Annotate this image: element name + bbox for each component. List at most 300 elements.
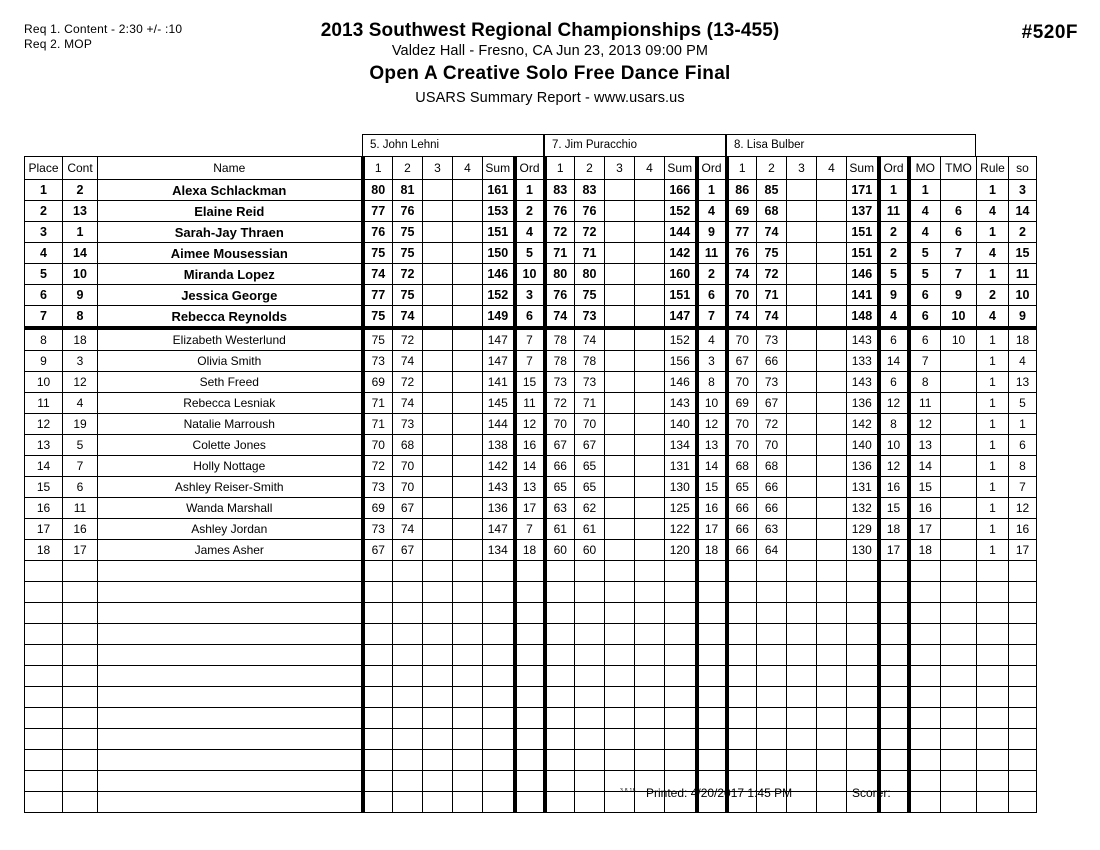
cell-empty xyxy=(879,582,909,603)
cell-j2-score2: 61 xyxy=(575,519,605,540)
table-row-empty[interactable] xyxy=(25,582,1037,603)
cell-so: 11 xyxy=(1009,264,1037,285)
document-number: #520F xyxy=(1021,22,1078,43)
header-j1-score4: 4 xyxy=(453,157,483,180)
cell-j1-score3 xyxy=(423,540,453,561)
cell-mo: 5 xyxy=(909,243,941,264)
cell-j1-score2: 76 xyxy=(393,201,423,222)
cell-j3-score3 xyxy=(787,328,817,351)
cell-empty xyxy=(697,708,727,729)
cell-j3-score2: 66 xyxy=(757,351,787,372)
cell-j3-score1: 70 xyxy=(727,372,757,393)
cell-j2-ord: 8 xyxy=(697,372,727,393)
cell-empty xyxy=(727,729,757,750)
cell-empty xyxy=(483,666,515,687)
cell-j3-score1: 86 xyxy=(727,180,757,201)
cell-j3-score1: 70 xyxy=(727,328,757,351)
cell-empty xyxy=(665,750,697,771)
cell-empty xyxy=(665,561,697,582)
cell-j3-score3 xyxy=(787,393,817,414)
cell-empty xyxy=(393,645,423,666)
cell-j3-sum: 129 xyxy=(847,519,879,540)
cell-mo: 6 xyxy=(909,306,941,329)
table-row[interactable] xyxy=(25,456,1037,477)
cell-empty xyxy=(483,687,515,708)
cell-empty xyxy=(977,561,1009,582)
cell-j3-sum: 151 xyxy=(847,222,879,243)
cell-j3-score3 xyxy=(787,201,817,222)
cell-empty xyxy=(393,687,423,708)
cell-j3-ord: 2 xyxy=(879,222,909,243)
cell-j3-sum: 143 xyxy=(847,372,879,393)
cell-empty xyxy=(941,603,977,624)
cell-j2-score1: 80 xyxy=(545,264,575,285)
cell-j3-score4 xyxy=(817,498,847,519)
cell-j2-score2: 70 xyxy=(575,414,605,435)
cell-j2-score4 xyxy=(635,498,665,519)
cell-j2-sum: 134 xyxy=(665,435,697,456)
cell-empty xyxy=(977,687,1009,708)
cell-j1-sum: 143 xyxy=(483,477,515,498)
table-row[interactable] xyxy=(25,222,1037,243)
cell-rule: 1 xyxy=(977,414,1009,435)
cell-j2-score3 xyxy=(605,285,635,306)
cell-j1-ord: 4 xyxy=(515,222,545,243)
cell-j1-ord: 18 xyxy=(515,540,545,561)
cell-j1-score2: 74 xyxy=(393,519,423,540)
cell-j3-score4 xyxy=(817,351,847,372)
table-row-empty[interactable] xyxy=(25,645,1037,666)
cell-rule: 1 xyxy=(977,498,1009,519)
cell-cont: 3 xyxy=(63,351,98,372)
cell-empty xyxy=(977,624,1009,645)
cell-name: Ashley Jordan xyxy=(98,519,363,540)
cell-place: 13 xyxy=(25,435,63,456)
cell-j3-score1: 68 xyxy=(727,456,757,477)
cell-empty xyxy=(847,687,879,708)
table-row[interactable] xyxy=(25,477,1037,498)
header-j2-score2: 2 xyxy=(575,157,605,180)
cell-j3-score1: 77 xyxy=(727,222,757,243)
cell-empty xyxy=(393,603,423,624)
cell-j3-score2: 71 xyxy=(757,285,787,306)
cell-j1-score1: 71 xyxy=(363,393,393,414)
cell-empty xyxy=(63,687,98,708)
cell-j2-score1: 78 xyxy=(545,328,575,351)
table-row[interactable] xyxy=(25,372,1037,393)
cell-j1-score1: 75 xyxy=(363,328,393,351)
cell-empty xyxy=(941,561,977,582)
table-row[interactable] xyxy=(25,264,1037,285)
cell-empty xyxy=(575,645,605,666)
cell-mo: 6 xyxy=(909,285,941,306)
cell-rule: 1 xyxy=(977,328,1009,351)
cell-j2-score1: 73 xyxy=(545,372,575,393)
cell-j1-score2: 75 xyxy=(393,222,423,243)
table-row-empty[interactable] xyxy=(25,750,1037,771)
cell-empty xyxy=(453,666,483,687)
cell-mo: 11 xyxy=(909,393,941,414)
table-row-empty[interactable] xyxy=(25,708,1037,729)
cell-j3-score1: 70 xyxy=(727,414,757,435)
cell-cont: 14 xyxy=(63,243,98,264)
cell-j3-ord: 6 xyxy=(879,372,909,393)
cell-j1-sum: 141 xyxy=(483,372,515,393)
cell-cont: 6 xyxy=(63,477,98,498)
cell-j3-score2: 73 xyxy=(757,328,787,351)
cell-j3-ord: 8 xyxy=(879,414,909,435)
cell-j2-score1: 66 xyxy=(545,456,575,477)
cell-empty xyxy=(757,729,787,750)
cell-empty xyxy=(941,687,977,708)
cell-j3-score1: 66 xyxy=(727,519,757,540)
cell-tmo: 6 xyxy=(941,201,977,222)
table-row[interactable] xyxy=(25,435,1037,456)
cell-j2-score2: 67 xyxy=(575,435,605,456)
cell-empty xyxy=(1009,750,1037,771)
cell-j3-score4 xyxy=(817,372,847,393)
cell-so: 18 xyxy=(1009,328,1037,351)
cell-j1-score4 xyxy=(453,372,483,393)
cell-j2-score1: 74 xyxy=(545,306,575,329)
cell-empty xyxy=(363,729,393,750)
cell-tmo: 7 xyxy=(941,264,977,285)
cell-j1-sum: 147 xyxy=(483,519,515,540)
cell-cont: 5 xyxy=(63,435,98,456)
cell-j2-ord: 7 xyxy=(697,306,727,329)
header-j2-score4: 4 xyxy=(635,157,665,180)
cell-tmo xyxy=(941,393,977,414)
cell-empty xyxy=(363,666,393,687)
cell-tmo xyxy=(941,456,977,477)
cell-so: 6 xyxy=(1009,435,1037,456)
cell-j1-score4 xyxy=(453,498,483,519)
cell-j2-sum: 142 xyxy=(665,243,697,264)
cell-empty xyxy=(515,624,545,645)
cell-empty xyxy=(63,708,98,729)
cell-place: 15 xyxy=(25,477,63,498)
cell-j3-ord: 6 xyxy=(879,328,909,351)
cell-j2-score3 xyxy=(605,456,635,477)
cell-j1-score2: 74 xyxy=(393,306,423,329)
cell-empty xyxy=(453,750,483,771)
table-row[interactable] xyxy=(25,180,1037,201)
cell-empty xyxy=(727,666,757,687)
cell-j1-score3 xyxy=(423,456,453,477)
header-j2-ord: Ord xyxy=(697,157,727,180)
cell-j1-score1: 70 xyxy=(363,435,393,456)
cell-empty xyxy=(453,603,483,624)
cell-mo: 15 xyxy=(909,477,941,498)
cell-j1-sum: 134 xyxy=(483,540,515,561)
cell-empty xyxy=(977,645,1009,666)
cell-so: 3 xyxy=(1009,180,1037,201)
cell-empty xyxy=(1009,645,1037,666)
cell-j1-score2: 72 xyxy=(393,264,423,285)
cell-j1-score1: 77 xyxy=(363,201,393,222)
table-row[interactable] xyxy=(25,351,1037,372)
cell-empty xyxy=(98,603,363,624)
cell-j1-score2: 67 xyxy=(393,498,423,519)
table-row[interactable] xyxy=(25,519,1037,540)
cell-name: Elizabeth Westerlund xyxy=(98,328,363,351)
cell-empty xyxy=(977,603,1009,624)
header-j1-score3: 3 xyxy=(423,157,453,180)
cell-empty xyxy=(98,750,363,771)
cell-empty xyxy=(515,582,545,603)
cell-j2-score4 xyxy=(635,285,665,306)
cell-j3-score3 xyxy=(787,222,817,243)
cell-j1-ord: 7 xyxy=(515,328,545,351)
cell-j2-score2: 83 xyxy=(575,180,605,201)
cell-empty xyxy=(98,582,363,603)
cell-empty xyxy=(483,708,515,729)
cell-j3-sum: 142 xyxy=(847,414,879,435)
table-row-empty[interactable] xyxy=(25,729,1037,750)
cell-empty xyxy=(453,624,483,645)
cell-j3-score2: 68 xyxy=(757,456,787,477)
cell-j1-ord: 11 xyxy=(515,393,545,414)
cell-empty xyxy=(909,666,941,687)
cell-j2-score2: 71 xyxy=(575,393,605,414)
cell-name: James Asher xyxy=(98,540,363,561)
cell-empty xyxy=(605,561,635,582)
cell-mo: 13 xyxy=(909,435,941,456)
cell-j2-score1: 63 xyxy=(545,498,575,519)
cell-empty xyxy=(1009,603,1037,624)
cell-so: 1 xyxy=(1009,414,1037,435)
cell-empty xyxy=(665,729,697,750)
cell-j3-sum: 130 xyxy=(847,540,879,561)
cell-so: 16 xyxy=(1009,519,1037,540)
cell-empty xyxy=(879,729,909,750)
cell-j1-score4 xyxy=(453,393,483,414)
cell-empty xyxy=(697,582,727,603)
table-row[interactable] xyxy=(25,498,1037,519)
cell-j1-sum: 149 xyxy=(483,306,515,329)
requirement-line-1: Req 1. Content - 2:30 +/- :10 xyxy=(24,22,183,36)
cell-j2-ord: 1 xyxy=(697,180,727,201)
cell-j3-ord: 9 xyxy=(879,285,909,306)
cell-place: 2 xyxy=(25,201,63,222)
header-place: Place xyxy=(25,157,63,180)
cell-name: Holly Nottage xyxy=(98,456,363,477)
cell-empty xyxy=(879,624,909,645)
event-title: Open A Creative Solo Free Dance Final xyxy=(369,63,731,84)
cell-j3-score2: 72 xyxy=(757,264,787,285)
cell-j1-score4 xyxy=(453,285,483,306)
cell-empty xyxy=(605,666,635,687)
cell-j1-score3 xyxy=(423,306,453,329)
cell-name: Aimee Mousessian xyxy=(98,243,363,264)
cell-so: 15 xyxy=(1009,243,1037,264)
table-row-empty[interactable] xyxy=(25,603,1037,624)
cell-empty xyxy=(817,624,847,645)
cell-empty xyxy=(25,603,63,624)
cell-empty xyxy=(545,729,575,750)
table-row[interactable] xyxy=(25,540,1037,561)
cell-empty xyxy=(727,645,757,666)
cell-j2-sum: 156 xyxy=(665,351,697,372)
cell-j2-sum: 160 xyxy=(665,264,697,285)
table-row[interactable] xyxy=(25,328,1037,351)
cell-j3-score3 xyxy=(787,519,817,540)
cell-empty xyxy=(941,708,977,729)
cell-j2-score4 xyxy=(635,351,665,372)
cell-empty xyxy=(453,729,483,750)
cell-j3-ord: 16 xyxy=(879,477,909,498)
cell-empty xyxy=(909,729,941,750)
cell-j3-score4 xyxy=(817,435,847,456)
cell-empty xyxy=(393,729,423,750)
cell-j3-sum: 132 xyxy=(847,498,879,519)
cell-rule: 1 xyxy=(977,264,1009,285)
cell-empty xyxy=(515,687,545,708)
cell-place: 11 xyxy=(25,393,63,414)
cell-empty xyxy=(697,603,727,624)
cell-j2-sum: 143 xyxy=(665,393,697,414)
cell-empty xyxy=(665,645,697,666)
cell-j3-score2: 74 xyxy=(757,306,787,329)
cell-empty xyxy=(453,687,483,708)
cell-j2-ord: 10 xyxy=(697,393,727,414)
cell-j3-score1: 74 xyxy=(727,264,757,285)
table-row[interactable] xyxy=(25,243,1037,264)
table-row[interactable] xyxy=(25,306,1037,329)
cell-tmo xyxy=(941,519,977,540)
cell-j2-score2: 78 xyxy=(575,351,605,372)
cell-empty xyxy=(817,561,847,582)
cell-empty xyxy=(575,708,605,729)
header-j3-score4: 4 xyxy=(817,157,847,180)
table-row-empty[interactable] xyxy=(25,687,1037,708)
judge-caption-strip xyxy=(24,134,1036,156)
table-row[interactable] xyxy=(25,201,1037,222)
cell-empty xyxy=(393,582,423,603)
cell-empty xyxy=(363,687,393,708)
cell-cont: 4 xyxy=(63,393,98,414)
cell-j1-score4 xyxy=(453,519,483,540)
cell-place: 16 xyxy=(25,498,63,519)
cell-empty xyxy=(605,750,635,771)
cell-empty xyxy=(63,603,98,624)
cell-mo: 16 xyxy=(909,498,941,519)
table-row-empty[interactable] xyxy=(25,561,1037,582)
cell-j2-score4 xyxy=(635,414,665,435)
cell-empty xyxy=(635,603,665,624)
cell-empty xyxy=(515,603,545,624)
cell-j1-score4 xyxy=(453,264,483,285)
header-j1-ord: Ord xyxy=(515,157,545,180)
cell-j3-score2: 85 xyxy=(757,180,787,201)
cell-empty xyxy=(545,750,575,771)
cell-empty xyxy=(98,624,363,645)
cell-j2-ord: 4 xyxy=(697,328,727,351)
cell-empty xyxy=(63,666,98,687)
cell-name: Wanda Marshall xyxy=(98,498,363,519)
cell-empty xyxy=(697,729,727,750)
cell-j1-ord: 14 xyxy=(515,456,545,477)
cell-j3-sum: 136 xyxy=(847,393,879,414)
cell-tmo: 9 xyxy=(941,285,977,306)
cell-empty xyxy=(1009,582,1037,603)
cell-empty xyxy=(817,687,847,708)
cell-j1-sum: 153 xyxy=(483,201,515,222)
cell-j3-score4 xyxy=(817,264,847,285)
cell-j2-score4 xyxy=(635,243,665,264)
cell-empty xyxy=(575,603,605,624)
cell-empty xyxy=(635,624,665,645)
cell-j3-score3 xyxy=(787,540,817,561)
cell-rule: 1 xyxy=(977,477,1009,498)
cell-empty xyxy=(25,708,63,729)
cell-rule: 1 xyxy=(977,519,1009,540)
cell-j1-score3 xyxy=(423,180,453,201)
cell-j3-score3 xyxy=(787,372,817,393)
cell-tmo: 7 xyxy=(941,243,977,264)
cell-empty xyxy=(665,666,697,687)
cell-j2-ord: 6 xyxy=(697,285,727,306)
cell-j2-sum: 147 xyxy=(665,306,697,329)
cell-empty xyxy=(635,687,665,708)
cell-empty xyxy=(941,624,977,645)
cell-j3-score4 xyxy=(817,201,847,222)
cell-empty xyxy=(483,750,515,771)
cell-tmo xyxy=(941,414,977,435)
cell-name: Olivia Smith xyxy=(98,351,363,372)
cell-empty xyxy=(393,561,423,582)
cell-j2-sum: 166 xyxy=(665,180,697,201)
cell-empty xyxy=(363,561,393,582)
cell-empty xyxy=(575,561,605,582)
cell-empty xyxy=(575,729,605,750)
cell-j1-sum: 151 xyxy=(483,222,515,243)
table-row-empty[interactable] xyxy=(25,666,1037,687)
cell-empty xyxy=(483,624,515,645)
table-row-empty[interactable] xyxy=(25,624,1037,645)
header-j3-ord: Ord xyxy=(879,157,909,180)
cell-empty xyxy=(423,624,453,645)
cell-empty xyxy=(817,582,847,603)
table-row[interactable] xyxy=(25,285,1037,306)
cell-empty xyxy=(63,750,98,771)
cell-j3-sum: 146 xyxy=(847,264,879,285)
cell-empty xyxy=(515,561,545,582)
cell-j1-score3 xyxy=(423,393,453,414)
cell-j1-score1: 73 xyxy=(363,519,393,540)
cell-empty xyxy=(787,645,817,666)
cell-j1-sum: 138 xyxy=(483,435,515,456)
cell-empty xyxy=(515,645,545,666)
cell-so: 9 xyxy=(1009,306,1037,329)
cell-empty xyxy=(483,729,515,750)
cell-empty xyxy=(665,603,697,624)
cell-j3-score2: 67 xyxy=(757,393,787,414)
cell-j1-score2: 70 xyxy=(393,477,423,498)
cell-empty xyxy=(817,603,847,624)
table-row[interactable] xyxy=(25,393,1037,414)
cell-j1-score3 xyxy=(423,243,453,264)
cell-empty xyxy=(977,582,1009,603)
cell-j1-score3 xyxy=(423,351,453,372)
cell-empty xyxy=(665,687,697,708)
cell-j2-score2: 60 xyxy=(575,540,605,561)
cell-cont: 2 xyxy=(63,180,98,201)
table-row[interactable] xyxy=(25,414,1037,435)
cell-j3-score3 xyxy=(787,456,817,477)
cell-empty xyxy=(393,666,423,687)
cell-j3-sum: 141 xyxy=(847,285,879,306)
